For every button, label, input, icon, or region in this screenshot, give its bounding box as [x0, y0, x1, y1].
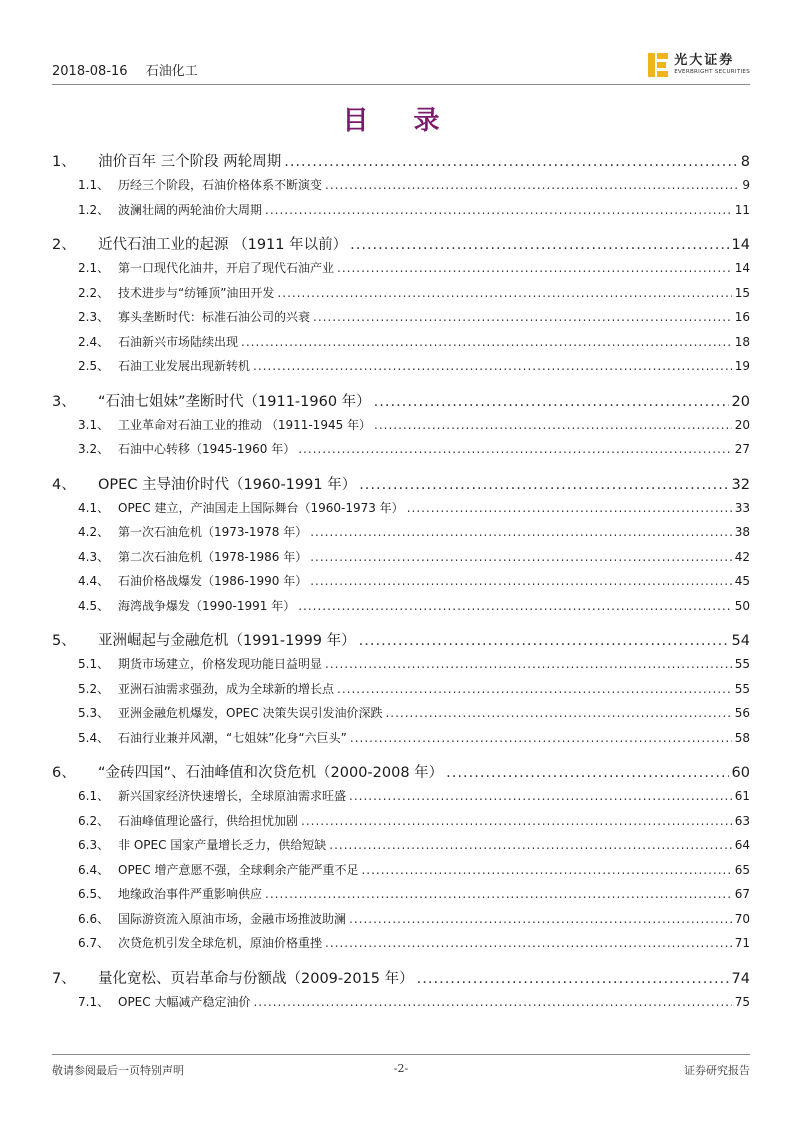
toc-entry-page: 27: [734, 442, 750, 456]
toc-entry-title: 期货市场建立，价格发现功能日益明显: [118, 657, 323, 671]
toc-chapter-link[interactable]: [52, 629, 750, 655]
toc-section-link[interactable]: [52, 597, 750, 622]
toc-entry-page: 58: [734, 730, 750, 745]
toc-entry-page: 20: [731, 393, 750, 410]
footer-divider: [52, 1054, 750, 1055]
toc-section-link[interactable]: [52, 934, 750, 959]
toc-section-link[interactable]: [52, 440, 750, 465]
toc-entry-page: 42: [734, 549, 750, 564]
toc-entry-number: 4.1、: [78, 500, 110, 515]
toc-entry-title: 亚洲金融危机爆发，OPEC 决策失误引发油价深跌: [118, 706, 383, 720]
toc-entry-number: 2.3、: [78, 310, 110, 324]
toc-entry-number: 2.1、: [78, 261, 110, 275]
toc-entry-page: 74: [731, 970, 750, 987]
toc-dot-leader: [385, 706, 731, 720]
header-meta: [52, 60, 212, 79]
toc-dot-leader: [265, 887, 732, 901]
toc-dot-leader: [374, 394, 729, 410]
toc-entry-number: 3、: [52, 393, 76, 410]
toc-chapter-group: [52, 390, 750, 465]
toc-section-link[interactable]: [52, 787, 750, 812]
toc-entry-page: 55: [734, 657, 750, 671]
toc-dot-leader: [310, 550, 731, 564]
toc-entry-number: 5.4、: [78, 730, 110, 745]
toc-chapter-link[interactable]: [52, 233, 750, 259]
page-header: [52, 48, 750, 86]
toc-entry-number: 2.5、: [78, 359, 110, 373]
toc-entry-page: 54: [731, 633, 750, 649]
toc-entry-page: 71: [734, 936, 750, 950]
toc-entry-title: 地缘政治事件严重影响供应: [118, 887, 263, 901]
toc-entry-page: 19: [734, 359, 750, 373]
toc-entry-page: 67: [734, 887, 750, 901]
toc-entry-title: 石油峰值理论盛行，供给担忧加剧: [118, 813, 299, 828]
toc-entry-title: 次贷危机引发全球危机，原油价格重挫: [118, 936, 323, 950]
toc-section-link[interactable]: [52, 284, 750, 309]
toc-entry-number: 2.2、: [78, 285, 110, 300]
toc-entry-number: 5.1、: [78, 657, 110, 671]
toc-section-link[interactable]: [52, 416, 750, 441]
report-type: 证券研究报告: [684, 1064, 750, 1077]
toc-section-link[interactable]: [52, 680, 750, 705]
disclaimer-note: 敬请参阅最后一页特别声明: [52, 1064, 184, 1077]
toc-section-link[interactable]: [52, 910, 750, 935]
toc-entry-number: 6.3、: [78, 838, 110, 852]
toc-entry-title: 新兴国家经济快速增长，全球原油需求旺盛: [118, 789, 347, 803]
toc-entry-number: 6.1、: [78, 789, 110, 803]
toc-entry-number: 7.1、: [78, 994, 110, 1009]
toc-section-link[interactable]: [52, 993, 750, 1018]
toc-entry-title: 石油中心转移（1945-1960 年）: [118, 442, 296, 456]
toc-dot-leader: [359, 633, 729, 649]
toc-entry-title: 寡头垄断时代：标准石油公司的兴衰: [118, 310, 311, 324]
toc-entry-page: 64: [734, 838, 750, 852]
toc-entry-page: 61: [734, 789, 750, 803]
toc-entry-title: 石油工业发展出现新转机: [118, 359, 251, 373]
toc-dot-leader: [284, 154, 738, 170]
toc-entry-page: 18: [734, 334, 750, 349]
toc-section-link[interactable]: [52, 861, 750, 886]
toc-entry-number: 6.7、: [78, 936, 110, 950]
toc-dot-leader: [446, 765, 728, 781]
toc-entry-title: OPEC 主导油价时代（1960-1991 年）: [98, 476, 357, 493]
toc-dot-leader: [349, 912, 732, 926]
toc-dot-leader: [359, 477, 728, 493]
toc-chapter-link[interactable]: [52, 761, 750, 787]
toc-entry-title: 海湾战争爆发（1990-1991 年）: [118, 598, 296, 613]
toc-chapter-link[interactable]: [52, 967, 750, 993]
toc-entry-page: 65: [734, 862, 750, 877]
toc-title: 目 录: [342, 106, 458, 136]
toc-dot-leader: [337, 261, 732, 275]
toc-section-link[interactable]: [52, 704, 750, 729]
toc-entry-page: 50: [734, 598, 750, 613]
toc-dot-leader: [325, 936, 732, 950]
toc-entry-title: “金砖四国”、石油峰值和次贷危机（2000-2008 年）: [98, 765, 444, 781]
toc-entry-number: 6.4、: [78, 862, 110, 877]
toc-chapter-link[interactable]: [52, 150, 750, 176]
toc-chapter-group: [52, 233, 750, 382]
toc-entry-page: 45: [734, 574, 750, 588]
toc-entry-page: 56: [734, 706, 750, 720]
toc-entry-title: 第一次石油危机（1973-1978 年）: [118, 525, 308, 539]
toc-dot-leader: [241, 335, 732, 349]
toc-dot-leader: [361, 863, 731, 877]
toc-entry-number: 4.5、: [78, 598, 110, 613]
toc-dot-leader: [298, 599, 731, 613]
toc-entry-title: 国际游资流入原油市场，金融市场推波助澜: [118, 911, 347, 926]
toc-chapter-group: [52, 629, 750, 753]
toc-entry-title: 工业革命对石油工业的推动 （1911-1945 年）: [118, 417, 372, 432]
toc-chapter-link[interactable]: [52, 390, 750, 416]
toc-dot-leader: [329, 838, 731, 852]
toc-entry-number: 2、: [52, 237, 76, 253]
toc-dot-leader: [265, 203, 732, 217]
toc-dot-leader: [350, 237, 728, 253]
toc-dot-leader: [417, 971, 729, 987]
toc-entry-title: 技术进步与“纺锤顶”油田开发: [118, 285, 275, 300]
toc-entry-page: 16: [734, 310, 750, 324]
toc-entry-number: 4.2、: [78, 525, 110, 539]
toc-entry-number: 6.6、: [78, 911, 110, 926]
toc-entry-page: 14: [731, 237, 750, 253]
toc-chapter-group: [52, 761, 750, 959]
toc-entry-page: 55: [734, 681, 750, 696]
page-footer: [52, 1062, 750, 1078]
toc-section-link[interactable]: [52, 655, 750, 680]
toc-entry-page: 11: [734, 202, 750, 217]
toc-section-link[interactable]: [52, 259, 750, 284]
toc-entry-page: 33: [734, 500, 750, 515]
toc-section-link[interactable]: [52, 548, 750, 573]
toc-entry-number: 1.1、: [78, 178, 110, 192]
toc-dot-leader: [374, 418, 732, 432]
toc-dot-leader: [325, 178, 739, 192]
toc-entry-page: 20: [734, 417, 750, 432]
toc-entry-title: 第二次石油危机（1978-1986 年）: [118, 549, 308, 564]
toc-entry-number: 6.2、: [78, 813, 110, 828]
toc-dot-leader: [253, 359, 732, 373]
toc-chapter-group: [52, 473, 750, 622]
logo-text-en: EVERBRIGHT SECURITIES: [674, 69, 750, 76]
toc-entry-page: 8: [740, 154, 750, 170]
toc-entry-page: 15: [734, 285, 750, 300]
toc-entry-page: 14: [734, 261, 750, 275]
toc-chapter-group: [52, 150, 750, 225]
toc-entry-title: OPEC 大幅减产稳定油价: [118, 994, 251, 1009]
toc-dot-leader: [310, 574, 731, 588]
toc-section-link[interactable]: [52, 308, 750, 333]
toc-section-link[interactable]: [52, 572, 750, 597]
toc-entry-title: 油价百年 三个阶段 两轮周期: [98, 154, 282, 170]
toc-section-link[interactable]: [52, 357, 750, 382]
toc-entry-title: “石油七姐妹”垄断时代（1911-1960 年）: [98, 393, 371, 410]
toc-entry-page: 9: [742, 178, 750, 192]
toc-entry-number: 1.2、: [78, 202, 110, 217]
toc-entry-number: 3.1、: [78, 417, 110, 432]
toc-section-link[interactable]: [52, 729, 750, 754]
toc-entry-page: 63: [734, 813, 750, 828]
toc-entry-title: 非 OPEC 国家产量增长乏力，供给短缺: [118, 838, 327, 852]
toc-dot-leader: [337, 682, 732, 696]
toc-section-link[interactable]: [52, 176, 750, 201]
toc-section-link[interactable]: [52, 885, 750, 910]
toc-dot-leader: [313, 310, 732, 324]
toc-entry-number: 7、: [52, 970, 76, 987]
toc-dot-leader: [325, 657, 732, 671]
report-sector: 石油化工: [145, 64, 198, 79]
toc-entry-page: 60: [731, 765, 750, 781]
toc-entry-title: 亚洲石油需求强劲，成为全球新的增长点: [118, 681, 335, 696]
toc-entry-title: OPEC 增产意愿不强，全球剩余产能严重不足: [118, 862, 359, 877]
toc-entry-title: 第一口现代化油井，开启了现代石油产业: [118, 261, 335, 275]
toc-dot-leader: [350, 731, 732, 745]
toc-section-link[interactable]: [52, 201, 750, 226]
toc-entry-title: 石油价格战爆发（1986-1990 年）: [118, 574, 308, 588]
toc-entry-number: 3.2、: [78, 442, 110, 456]
toc-dot-leader: [298, 442, 731, 456]
toc-entry-page: 32: [731, 476, 750, 493]
toc-entry-page: 75: [734, 994, 750, 1009]
toc-entry-number: 5、: [52, 633, 76, 649]
toc-dot-leader: [407, 501, 732, 515]
toc-section-link[interactable]: [52, 499, 750, 524]
toc-entry-title: 量化宽松、页岩革命与份额战（2009-2015 年）: [98, 970, 414, 987]
toc-entry-number: 4、: [52, 476, 76, 493]
toc-entry-title: 亚洲崛起与金融危机（1991-1999 年）: [98, 633, 356, 649]
logo-text-cn: 光大证券: [674, 53, 735, 69]
toc-entry-title: 近代石油工业的起源 （1911 年以前）: [98, 237, 348, 253]
toc-entry-title: 石油新兴市场陆续出现: [118, 334, 239, 349]
toc-chapter-group: [52, 967, 750, 1018]
toc-entry-title: 石油行业兼并风潮，“七姐妹”化身“六巨头”: [118, 730, 347, 745]
toc-entry-number: 4.3、: [78, 549, 110, 564]
toc-entry-title: 历经三个阶段，石油价格体系不断演变: [118, 178, 323, 192]
report-date: 2018-08-16: [52, 64, 128, 79]
toc-entry-page: 70: [734, 911, 750, 926]
toc-dot-leader: [301, 814, 732, 828]
toc-entry-number: 1、: [52, 154, 76, 170]
toc-entry-title: OPEC 建立，产油国走上国际舞台（1960-1973 年）: [118, 500, 404, 515]
toc-dot-leader: [310, 525, 731, 539]
toc-section-link[interactable]: [52, 812, 750, 837]
toc-entry-number: 2.4、: [78, 334, 110, 349]
toc-entry-number: 4.4、: [78, 574, 110, 588]
toc-entry-number: 5.3、: [78, 706, 110, 720]
everbright-logo-icon: [648, 53, 668, 77]
toc-entry-title: 波澜壮阔的两轮油价大周期: [118, 202, 263, 217]
toc-section-link[interactable]: [52, 333, 750, 358]
header-divider: [52, 84, 750, 85]
toc-chapter-link[interactable]: [52, 473, 750, 499]
toc-section-link[interactable]: [52, 523, 750, 548]
toc-entry-number: 6、: [52, 765, 76, 781]
everbright-logo: [648, 50, 750, 80]
toc-dot-leader: [277, 286, 731, 300]
page-number: -2-: [393, 1062, 409, 1075]
toc-dot-leader: [349, 789, 732, 803]
toc-entry-number: 5.2、: [78, 681, 110, 696]
table-of-contents: [52, 150, 750, 1025]
toc-dot-leader: [253, 995, 731, 1009]
toc-section-link[interactable]: [52, 836, 750, 861]
toc-entry-page: 38: [734, 525, 750, 539]
toc-entry-number: 6.5、: [78, 887, 110, 901]
